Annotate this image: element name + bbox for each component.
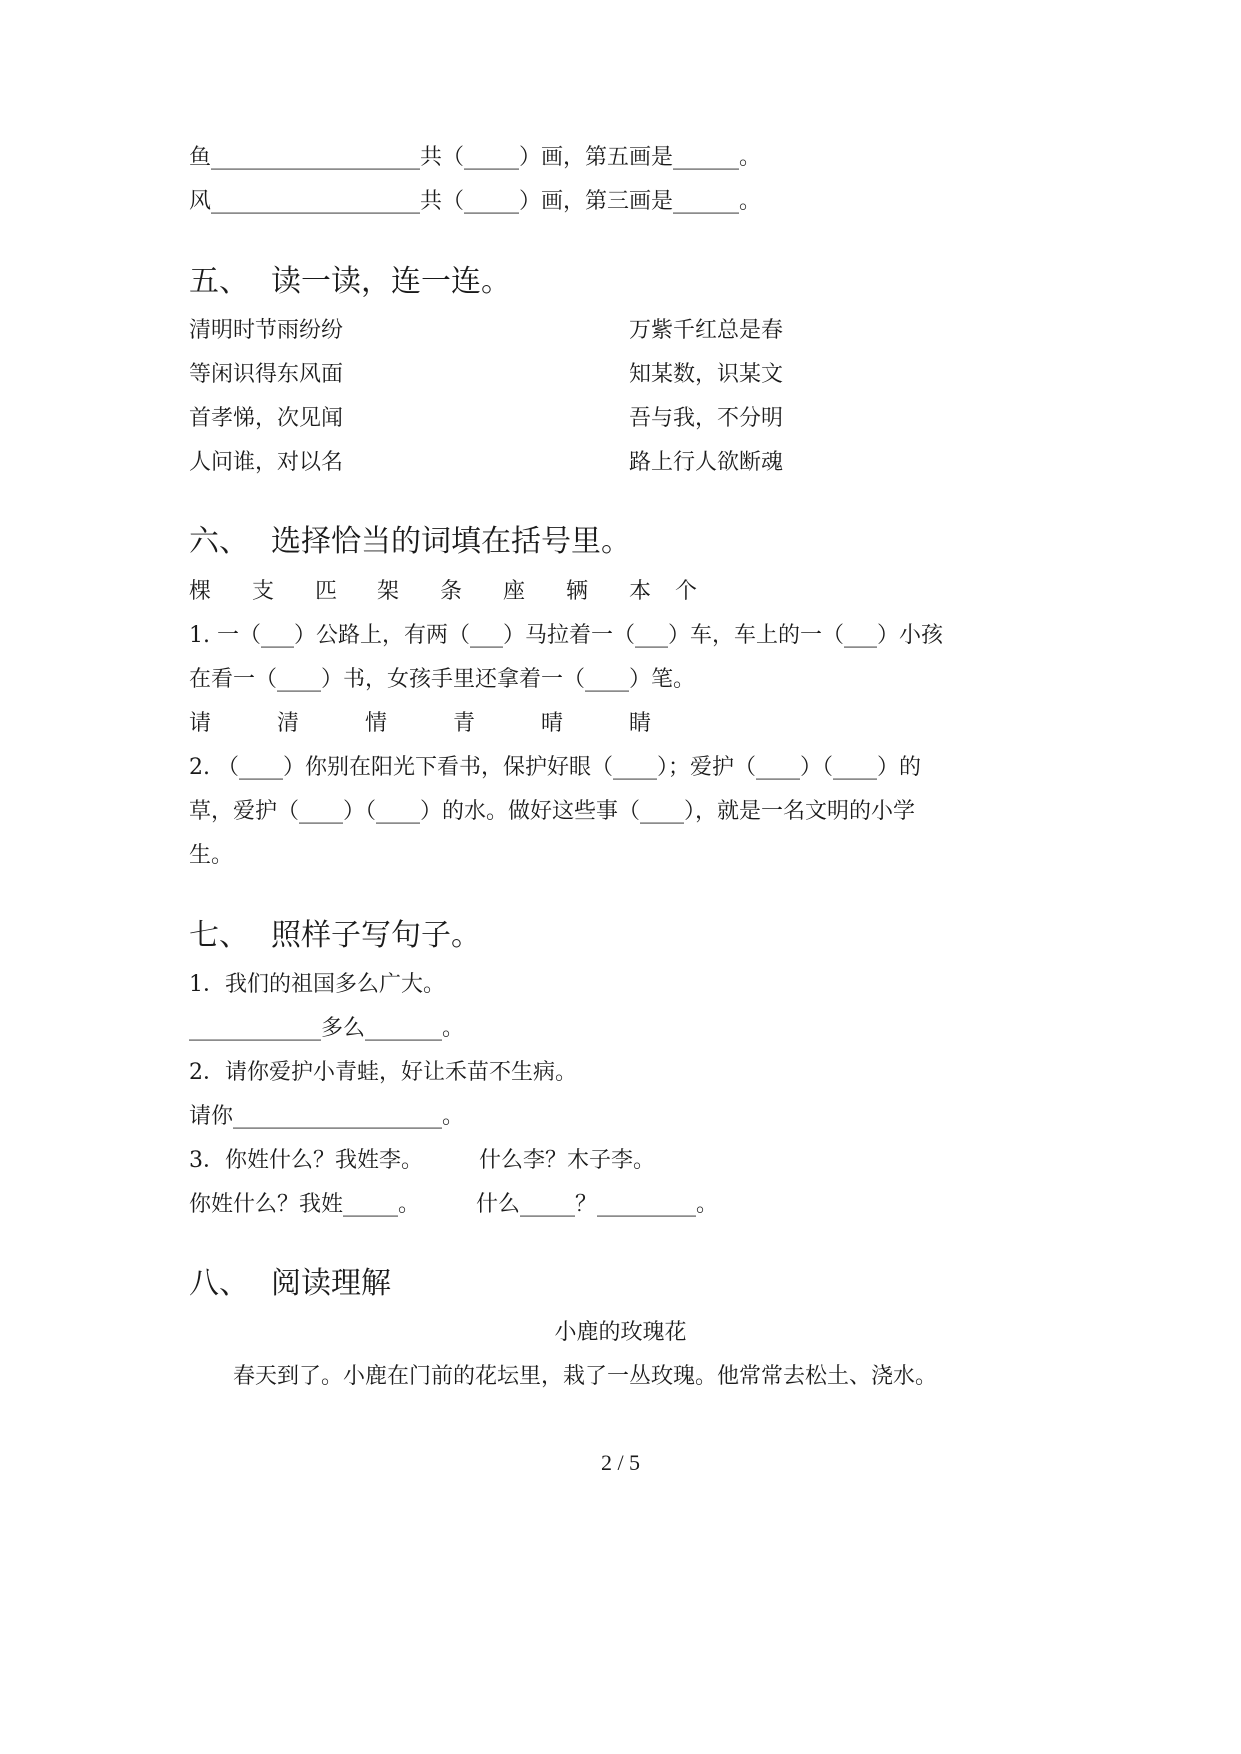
section-number: 六、 bbox=[189, 524, 249, 559]
match-right-item: 万紫千红总是春 bbox=[629, 318, 784, 343]
word-option: 条 bbox=[440, 579, 463, 604]
stroke-line-yu: 鱼___________________共（_____）画，第五画是______。 bbox=[189, 145, 762, 170]
word-option: 晴 bbox=[541, 711, 564, 736]
section-number: 五、 bbox=[189, 264, 249, 299]
match-left-item: 人问谁，对以名 bbox=[189, 450, 344, 475]
word-option: 青 bbox=[453, 711, 476, 736]
section-number: 八、 bbox=[189, 1266, 249, 1301]
word-option: 棵 bbox=[189, 579, 212, 604]
section-7-heading bbox=[189, 916, 481, 956]
answer-line-3: 你姓什么？我姓_____。 什么_____？_________。 bbox=[189, 1192, 718, 1217]
word-option: 架 bbox=[377, 579, 400, 604]
match-right-item: 吾与我，不分明 bbox=[629, 406, 784, 431]
question-2-line-2: 草，爱护（____）（____）的水。做好这些事（____），就是一名文明的小学 bbox=[189, 799, 916, 824]
example-sentence-3: 3．你姓什么？我姓李。 什么李？木子李。 bbox=[189, 1148, 655, 1173]
section-title: 选择恰当的词填在括号里。 bbox=[271, 524, 631, 559]
example-sentence-1: 1．我们的祖国多么广大。 bbox=[189, 972, 445, 997]
section-6-heading bbox=[189, 522, 631, 562]
answer-line-1: ____________多么_______。 bbox=[189, 1016, 465, 1041]
section-title: 阅读理解 bbox=[271, 1266, 391, 1301]
match-right-item: 路上行人欲断魂 bbox=[629, 450, 784, 475]
match-left-item: 首孝悌，次见闻 bbox=[189, 406, 344, 431]
page-number: 2 / 5 bbox=[600, 1450, 641, 1475]
answer-line-2: 请你___________________。 bbox=[189, 1104, 465, 1129]
passage-title: 小鹿的玫瑰花 bbox=[554, 1320, 687, 1345]
word-option: 睛 bbox=[629, 711, 652, 736]
passage-paragraph: 春天到了。小鹿在门前的花坛里，栽了一丛玫瑰。他常常去松土、浇水。 bbox=[233, 1364, 938, 1389]
word-option: 支 bbox=[252, 579, 275, 604]
word-option: 情 bbox=[365, 711, 388, 736]
word-option: 本 bbox=[629, 579, 652, 604]
section-number: 七、 bbox=[189, 918, 249, 953]
word-option: 辆 bbox=[566, 579, 589, 604]
example-sentence-2: 2．请你爱护小青蛙，好让禾苗不生病。 bbox=[189, 1060, 577, 1085]
question-1-line-2: 在看一（____）书，女孩手里还拿着一（____）笔。 bbox=[189, 667, 696, 692]
section-title: 读一读，连一连。 bbox=[271, 264, 511, 299]
question-2-line-1: 2. （____）你别在阳光下看书，保护好眼（____）；爱护（____）（____）的 bbox=[189, 755, 921, 780]
section-5-heading bbox=[189, 262, 511, 302]
word-option: 个 bbox=[675, 579, 698, 604]
question-1-line-1: 1. 一（___）公路上，有两（___）马拉着一（___）车，车上的一（___）小孩 bbox=[189, 623, 943, 648]
section-title: 照样子写句子。 bbox=[271, 918, 481, 953]
word-option: 匹 bbox=[315, 579, 338, 604]
word-option: 清 bbox=[277, 711, 300, 736]
question-2-line-3: 生。 bbox=[189, 843, 234, 868]
word-option: 座 bbox=[503, 579, 526, 604]
match-left-item: 等闲识得东风面 bbox=[189, 362, 344, 387]
section-8-heading bbox=[189, 1264, 391, 1304]
match-left-item: 清明时节雨纷纷 bbox=[189, 318, 344, 343]
match-right-item: 知某数，识某文 bbox=[629, 362, 784, 387]
stroke-line-feng: 风___________________共（_____）画，第三画是______。 bbox=[189, 189, 762, 214]
word-option: 请 bbox=[189, 711, 212, 736]
